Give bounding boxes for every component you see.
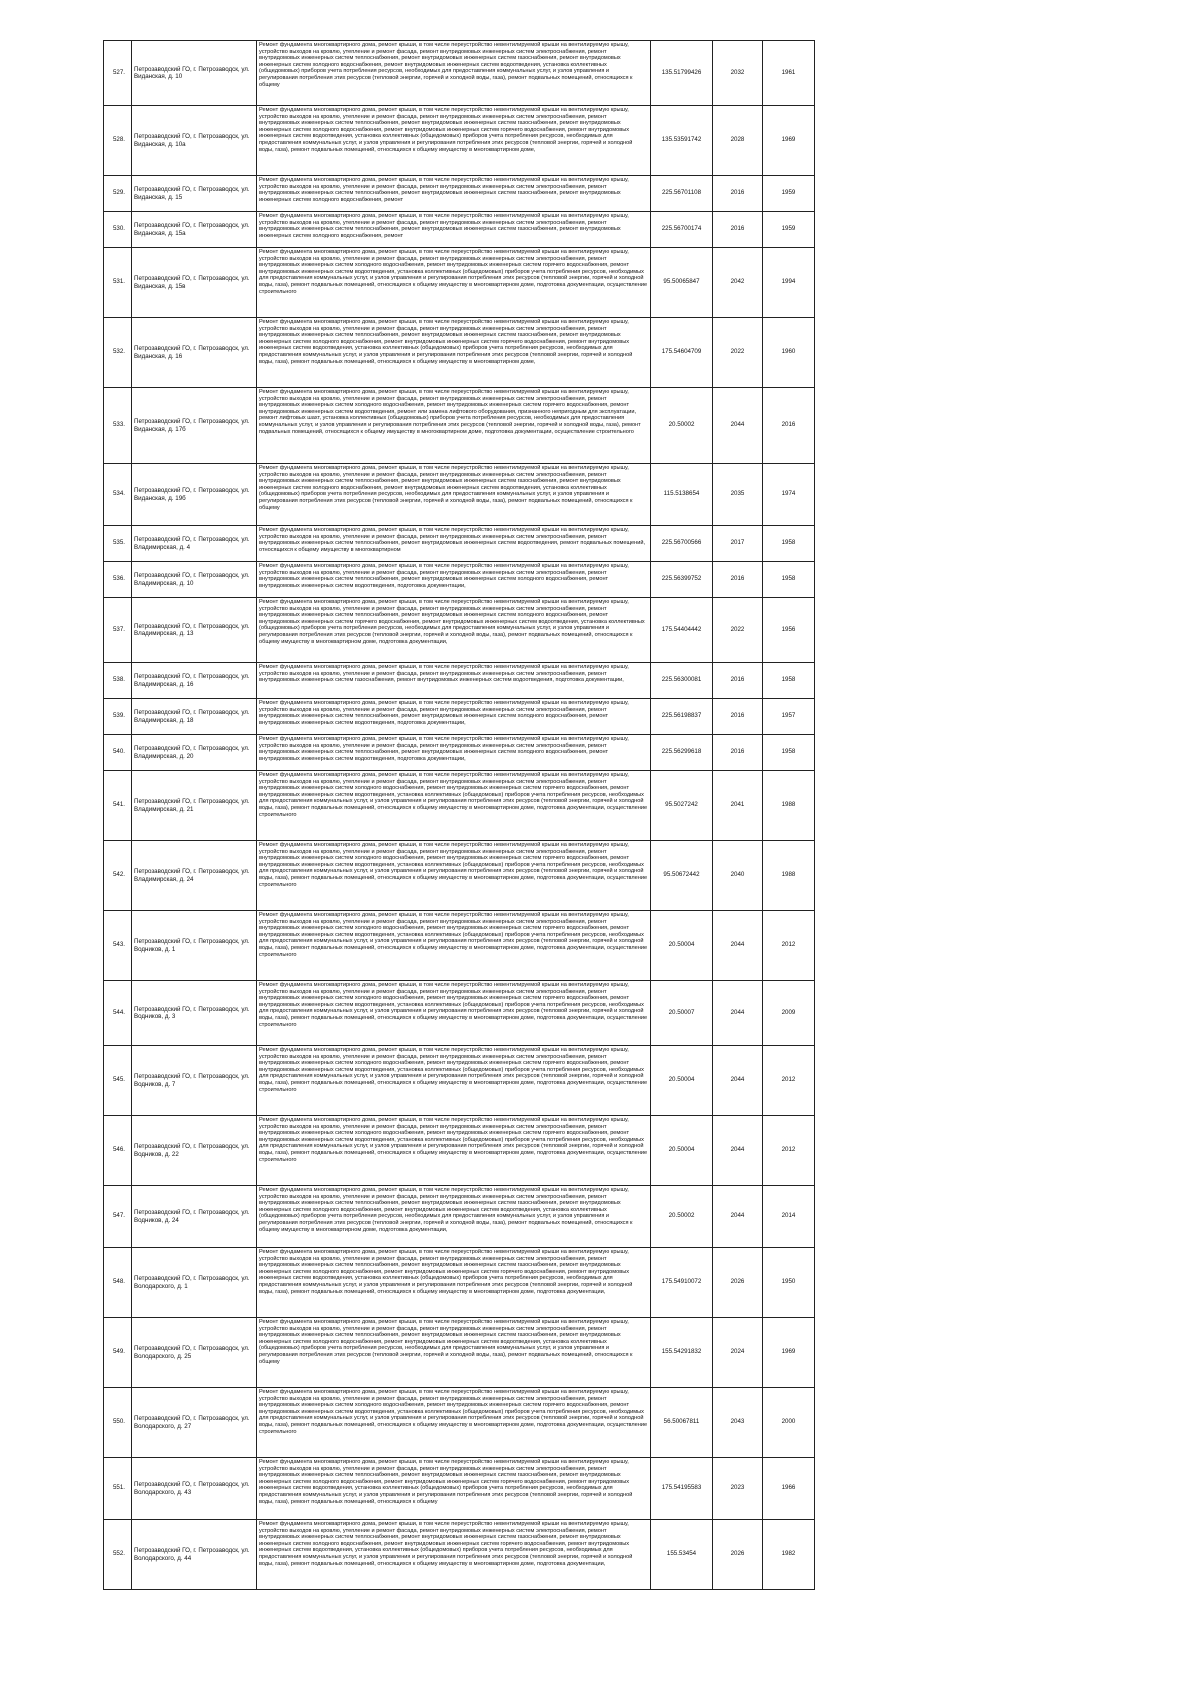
table-row — [104, 1046, 815, 1116]
row-number: 548. — [104, 1248, 132, 1318]
works-text: Ремонт фундамента многоквартирного дома, ремонт крыши, в том числе переустройство невентилируемой крыши на вентилируемую крышу, устройство выходов на кровлю, утепление и ремонт фасада, ремонт внутридомовых инженерных систем электроснабжения, ремонт внутридомовых инженерных систем теплоснабжения, ремонт внутридомовых инженерных систем газоснабжения, ремонт внутридомовых инженерных систем холодного водоснабжения, ремонт внутридомовых инженерных систем водоотведения, установка коллективных (общедомовых) приборов учета потребления ресурсов, необходимых для предоставления коммунальных услуг, и узлов управления и регулирования потребления этих ресурсов (тепловой энергии, горячей и холодной воды, газа), ремонт подвальных помещений, относящихся к общему — [259, 465, 633, 511]
works-text: Ремонт фундамента многоквартирного дома, ремонт крыши, в том числе переустройство невентилируемой крыши на вентилируемую крышу, устройство выходов на кровлю, утепление и ремонт фасада, ремонт внутридомовых инженерных систем электроснабжения, ремонт внутридомовых инженерных систем холодного водоснабжения, ремонт внутридомовых инженерных систем горячего водоснабжения, ремонт внутридомовых инженерных систем водоотведения, установка коллективных (общедомовых) приборов учета потребления ресурсов, необходимых для предоставления коммунальных услуг, и узлов управления и регулирования потребления этих ресурсов (тепловой энергии, горячей и холодной воды, газа), ремонт подвальных помещений, относящихся к общему имуществу в многоквартирном доме, подготовка документации, осуществление строительного — [259, 912, 648, 958]
table-row — [104, 106, 815, 176]
cost-cell: 95.50065847 — [651, 248, 713, 318]
built-year-cell: 1969 — [763, 106, 815, 176]
address-cell: Петрозаводский ГО, г. Петрозаводск, ул. Виданская, д. 10 — [132, 41, 257, 106]
built-year-cell: 2012 — [763, 1116, 815, 1186]
address-cell: Петрозаводский ГО, г. Петрозаводск, ул. Владимирская, д. 16 — [132, 663, 257, 699]
table-row — [104, 1116, 815, 1186]
address-cell: Петрозаводский ГО, г. Петрозаводск, ул. Водников, д. 7 — [132, 1046, 257, 1116]
cost-cell: 225.56700566 — [651, 526, 713, 562]
address-cell: Петрозаводский ГО, г. Петрозаводск, ул. Виданская, д. 16 — [132, 318, 257, 388]
cost-cell: 20.50004 — [651, 1116, 713, 1186]
address-cell: Петрозаводский ГО, г. Петрозаводск, ул. Владимирская, д. 20 — [132, 735, 257, 771]
address-cell: Петрозаводский ГО, г. Петрозаводск, ул. Володарского, д. 25 — [132, 1318, 257, 1388]
works-cell — [257, 1318, 651, 1388]
cost-cell: 225.56300081 — [651, 663, 713, 699]
address-cell: Петрозаводский ГО, г. Петрозаводск, ул. Водников, д. 22 — [132, 1116, 257, 1186]
works-text: Ремонт фундамента многоквартирного дома, ремонт крыши, в том числе переустройство невентилируемой крыши на вентилируемую крышу, устройство выходов на кровлю, утепление и ремонт фасада, ремонт внутридомовых инженерных систем электроснабжения, ремонт внутридомовых инженерных систем теплоснабжения, ремонт внутридомовых инженерных систем водоотведения, ремонт подвальных помещений, относящихся к общему имуществу в многоквартирном — [259, 527, 646, 553]
address-cell: Петрозаводский ГО, г. Петрозаводск, ул. Володарского, д. 44 — [132, 1520, 257, 1590]
row-number: 530. — [104, 212, 132, 248]
cost-cell: 20.50002 — [651, 1186, 713, 1248]
plan-year-cell: 2043 — [713, 1388, 763, 1458]
table-row — [104, 981, 815, 1046]
plan-year-cell: 2016 — [713, 176, 763, 212]
works-text: Ремонт фундамента многоквартирного дома, ремонт крыши, в том числе переустройство невентилируемой крыши на вентилируемую крышу, устройство выходов на кровлю, утепление и ремонт фасада, ремонт внутридомовых инженерных систем электроснабжения, ремонт внутридомовых инженерных систем теплоснабжения, ремонт внутридомовых инженерных систем холодного водоснабжения, ремонт внутридомовых инженерных систем горячего водоснабжения, ремонт внутридомовых инженерных систем водоотведения, установка коллективных (общедомовых) приборов учета потребления ресурсов, необходимых для предоставления коммунальных услуг, и узлов управления и регулирования потребления этих ресурсов (тепловой энергии, горячей и холодной воды, газа), ремонт подвальных помещений, относящихся к общему имуществу в многоквартирном доме, подготовка документации, — [259, 599, 645, 645]
plan-year-cell: 2024 — [713, 1318, 763, 1388]
table-body — [104, 41, 815, 1590]
cost-cell: 225.56701108 — [651, 176, 713, 212]
works-text: Ремонт фундамента многоквартирного дома, ремонт крыши, в том числе переустройство невентилируемой крыши на вентилируемую крышу, устройство выходов на кровлю, утепление и ремонт фасада, ремонт внутридомовых инженерных систем электроснабжения, ремонт внутридомовых инженерных систем холодного водоснабжения, ремонт внутридомовых инженерных систем горячего водоснабжения, ремонт внутридомовых инженерных систем водоотведения, ремонт или замена лифтового оборудования, признанного непригодным для эксплуатации, ремонт лифтовых шахт, установка коллективных (общедомовых) приборов учета потребления ресурсов, необходимых для предоставления коммунальных услуг, и узлов управления и регулирования потребления этих ресурсов (тепловой энергии, горячей и холодной воды, газа), ремонт подвальных помещений, относящихся к общему имуществу в многоквартирном доме, подготовка документации, осуществление строительного — [259, 389, 641, 435]
built-year-cell: 1988 — [763, 771, 815, 841]
built-year-cell: 1988 — [763, 841, 815, 911]
built-year-cell: 1966 — [763, 1458, 815, 1520]
address-cell: Петрозаводский ГО, г. Петрозаводск, ул. Владимирская, д. 18 — [132, 699, 257, 735]
table-row — [104, 699, 815, 735]
row-number: 532. — [104, 318, 132, 388]
works-cell — [257, 318, 651, 388]
plan-year-cell: 2032 — [713, 41, 763, 106]
works-cell — [257, 562, 651, 598]
works-text: Ремонт фундамента многоквартирного дома, ремонт крыши, в том числе переустройство невентилируемой крыши на вентилируемую крышу, устройство выходов на кровлю, утепление и ремонт фасада, ремонт внутридомовых инженерных систем электроснабжения, ремонт внутридомовых инженерных систем теплоснабжения, ремонт внутридомовых инженерных систем газоснабжения, ремонт внутридомовых инженерных систем холодного водоснабжения, ремонт внутридомовых инженерных систем водоотведения, установка коллективных (общедомовых) приборов учета потребления ресурсов, необходимых для предоставления коммунальных услуг, и узлов управления и регулирования потребления этих ресурсов (тепловой энергии, горячей и холодной воды, газа), ремонт подвальных помещений, относящихся к общему — [259, 42, 633, 88]
row-number: 529. — [104, 176, 132, 212]
cost-cell: 135.51799426 — [651, 41, 713, 106]
built-year-cell: 1958 — [763, 562, 815, 598]
cost-cell: 225.56700174 — [651, 212, 713, 248]
address-cell: Петрозаводский ГО, г. Петрозаводск, ул. Виданская, д. 15в — [132, 248, 257, 318]
works-cell — [257, 1248, 651, 1318]
table-row — [104, 464, 815, 526]
built-year-cell: 1974 — [763, 464, 815, 526]
capital-repair-table — [103, 40, 815, 1590]
address-cell: Петрозаводский ГО, г. Петрозаводск, ул. Владимирская, д. 13 — [132, 598, 257, 663]
row-number: 541. — [104, 771, 132, 841]
built-year-cell: 1957 — [763, 699, 815, 735]
row-number: 550. — [104, 1388, 132, 1458]
works-text: Ремонт фундамента многоквартирного дома, ремонт крыши, в том числе переустройство невентилируемой крыши на вентилируемую крышу, устройство выходов на кровлю, утепление и ремонт фасада, ремонт внутридомовых инженерных систем электроснабжения, ремонт внутридомовых инженерных систем теплоснабжения, ремонт внутридомовых инженерных систем газоснабжения, ремонт внутридомовых инженерных систем холодного водоснабжения, ремонт внутридомовых инженерных систем горячего водоснабжения, ремонт внутридомовых инженерных систем водоотведения, установка коллективных (общедомовых) приборов учета потребления ресурсов, необходимых для предоставления коммунальных услуг, и узлов управления и регулирования потребления этих ресурсов (тепловой энергии, горячей и холодной воды, газа), ремонт подвальных помещений, относящихся к общему имуществу в многоквартирном доме, — [259, 107, 633, 153]
row-number: 533. — [104, 388, 132, 464]
plan-year-cell: 2016 — [713, 699, 763, 735]
plan-year-cell: 2016 — [713, 212, 763, 248]
plan-year-cell: 2028 — [713, 106, 763, 176]
built-year-cell: 2012 — [763, 911, 815, 981]
table-row — [104, 598, 815, 663]
works-cell — [257, 735, 651, 771]
row-number: 534. — [104, 464, 132, 526]
table-row — [104, 1318, 815, 1388]
address-cell: Петрозаводский ГО, г. Петрозаводск, ул. Виданская, д. 17б — [132, 388, 257, 464]
cost-cell: 225.56399752 — [651, 562, 713, 598]
row-number: 549. — [104, 1318, 132, 1388]
plan-year-cell: 2044 — [713, 388, 763, 464]
table-row — [104, 1520, 815, 1590]
table-row — [104, 176, 815, 212]
table-row — [104, 841, 815, 911]
plan-year-cell: 2026 — [713, 1520, 763, 1590]
cost-cell: 155.53454 — [651, 1520, 713, 1590]
plan-year-cell: 2016 — [713, 562, 763, 598]
works-text: Ремонт фундамента многоквартирного дома, ремонт крыши, в том числе переустройство невентилируемой крыши на вентилируемую крышу, устройство выходов на кровлю, утепление и ремонт фасада, ремонт внутридомовых инженерных систем электроснабжения, ремонт внутридомовых инженерных систем холодного водоснабжения, ремонт внутридомовых инженерных систем горячего водоснабжения, ремонт внутридомовых инженерных систем водоотведения, установка коллективных (общедомовых) приборов учета потребления ресурсов, необходимых для предоставления коммунальных услуг, и узлов управления и регулирования потребления этих ресурсов (тепловой энергии, горячей и холодной воды, газа), ремонт подвальных помещений, относящихся к общему имуществу в многоквартирном доме, подготовка документации, осуществление строительного — [259, 1047, 648, 1093]
row-number: 536. — [104, 562, 132, 598]
address-cell: Петрозаводский ГО, г. Петрозаводск, ул. Владимирская, д. 24 — [132, 841, 257, 911]
built-year-cell: 1958 — [763, 735, 815, 771]
plan-year-cell: 2016 — [713, 735, 763, 771]
plan-year-cell: 2035 — [713, 464, 763, 526]
address-cell: Петрозаводский ГО, г. Петрозаводск, ул. Володарского, д. 43 — [132, 1458, 257, 1520]
works-text: Ремонт фундамента многоквартирного дома, ремонт крыши, в том числе переустройство невентилируемой крыши на вентилируемую крышу, устройство выходов на кровлю, утепление и ремонт фасада, ремонт внутридомовых инженерных систем электроснабжения, ремонт внутридомовых инженерных систем холодного водоснабжения, ремонт внутридомовых инженерных систем горячего водоснабжения, ремонт внутридомовых инженерных систем водоотведения, установка коллективных (общедомовых) приборов учета потребления ресурсов, необходимых для предоставления коммунальных услуг, и узлов управления и регулирования потребления этих ресурсов (тепловой энергии, горячей и холодной воды, газа), ремонт подвальных помещений, относящихся к общему имуществу в многоквартирном доме, подготовка документации, осуществление строительного — [259, 772, 648, 818]
cost-cell: 155.54291832 — [651, 1318, 713, 1388]
table-row — [104, 771, 815, 841]
works-text: Ремонт фундамента многоквартирного дома, ремонт крыши, в том числе переустройство невентилируемой крыши на вентилируемую крышу, устройство выходов на кровлю, утепление и ремонт фасада, ремонт внутридомовых инженерных систем электроснабжения, ремонт внутридомовых инженерных систем теплоснабжения, ремонт внутридомовых инженерных систем газоснабжения, ремонт внутридомовых инженерных систем холодного водоснабжения, ремонт внутридомовых инженерных систем горячего водоснабжения, ремонт внутридомовых инженерных систем водоотведения, установка коллективных (общедомовых) приборов учета потребления ресурсов, необходимых для предоставления коммунальных услуг, и узлов управления и регулирования потребления этих ресурсов (тепловой энергии, горячей и холодной воды, газа), ремонт подвальных помещений, относящихся к общему имуществу в многоквартирном доме, подготовка документации, — [259, 1249, 633, 1295]
table-row — [104, 663, 815, 699]
address-cell: Петрозаводский ГО, г. Петрозаводск, ул. Водников, д. 3 — [132, 981, 257, 1046]
address-cell: Петрозаводский ГО, г. Петрозаводск, ул. Виданская, д. 10а — [132, 106, 257, 176]
cost-cell: 175.54195583 — [651, 1458, 713, 1520]
table-row — [104, 212, 815, 248]
cost-cell: 135.53591742 — [651, 106, 713, 176]
cost-cell: 115.5138654 — [651, 464, 713, 526]
works-text: Ремонт фундамента многоквартирного дома, ремонт крыши, в том числе переустройство невентилируемой крыши на вентилируемую крышу, устройство выходов на кровлю, утепление и ремонт фасада, ремонт внутридомовых инженерных систем электроснабжения, ремонт внутридомовых инженерных систем теплоснабжения, ремонт внутридомовых инженерных систем газоснабжения, ремонт внутридомовых инженерных систем холодного водоснабжения, ремонт внутридомовых инженерных систем водоотведения, установка коллективных (общедомовых) приборов учета потребления ресурсов, необходимых для предоставления коммунальных услуг, и узлов управления и регулирования потребления этих ресурсов (тепловой энергии, горячей и холодной воды, газа), ремонт подвальных помещений, относящихся к общему имуществу в многоквартирном доме, подготовка документации, — [259, 1187, 633, 1233]
built-year-cell: 2012 — [763, 1046, 815, 1116]
cost-cell: 225.56299618 — [651, 735, 713, 771]
table-row — [104, 318, 815, 388]
table-row — [104, 1186, 815, 1248]
works-cell — [257, 248, 651, 318]
works-cell — [257, 841, 651, 911]
cost-cell: 175.54910072 — [651, 1248, 713, 1318]
cost-cell: 56.50067811 — [651, 1388, 713, 1458]
plan-year-cell: 2044 — [713, 1046, 763, 1116]
works-text: Ремонт фундамента многоквартирного дома, ремонт крыши, в том числе переустройство невентилируемой крыши на вентилируемую крышу, устройство выходов на кровлю, утепление и ремонт фасада, ремонт внутридомовых инженерных систем электроснабжения, ремонт внутридомовых инженерных систем теплоснабжения, ремонт внутридомовых инженерных систем газоснабжения, ремонт внутридомовых инженерных систем холодного водоснабжения, ремонт внутридомовых инженерных систем горячего водоснабжения, ремонт внутридомовых инженерных систем водоотведения, установка коллективных (общедомовых) приборов учета потребления ресурсов, необходимых для предоставления коммунальных услуг, и узлов управления и регулирования потребления этих ресурсов (тепловой энергии, горячей и холодной воды, газа), ремонт подвальных помещений, относящихся к общему имуществу в многоквартирном доме, — [259, 319, 633, 365]
built-year-cell: 1960 — [763, 318, 815, 388]
built-year-cell: 2016 — [763, 388, 815, 464]
table-row — [104, 526, 815, 562]
row-number: 535. — [104, 526, 132, 562]
works-cell — [257, 598, 651, 663]
built-year-cell: 1959 — [763, 176, 815, 212]
works-text: Ремонт фундамента многоквартирного дома, ремонт крыши, в том числе переустройство невентилируемой крыши на вентилируемую крышу, устройство выходов на кровлю, утепление и ремонт фасада, ремонт внутридомовых инженерных систем электроснабжения, ремонт внутридомовых инженерных систем теплоснабжения, ремонт внутридомовых инженерных систем газоснабжения, ремонт внутридомовых инженерных систем холодного водоснабжения, ремонт — [259, 177, 629, 203]
row-number: 552. — [104, 1520, 132, 1590]
works-cell — [257, 106, 651, 176]
plan-year-cell: 2016 — [713, 663, 763, 699]
works-cell — [257, 699, 651, 735]
works-cell — [257, 176, 651, 212]
works-cell — [257, 526, 651, 562]
plan-year-cell: 2042 — [713, 248, 763, 318]
cost-cell: 175.54604709 — [651, 318, 713, 388]
row-number: 546. — [104, 1116, 132, 1186]
cost-cell: 20.50007 — [651, 981, 713, 1046]
row-number: 542. — [104, 841, 132, 911]
cost-cell: 225.56198837 — [651, 699, 713, 735]
works-cell — [257, 41, 651, 106]
plan-year-cell: 2022 — [713, 318, 763, 388]
table-row — [104, 248, 815, 318]
works-text: Ремонт фундамента многоквартирного дома, ремонт крыши, в том числе переустройство невентилируемой крыши на вентилируемую крышу, устройство выходов на кровлю, утепление и ремонт фасада, ремонт внутридомовых инженерных систем электроснабжения, ремонт внутридомовых инженерных систем теплоснабжения, ремонт внутридомовых инженерных систем газоснабжения, ремонт внутридомовых инженерных систем холодного водоснабжения, ремонт внутридомовых инженерных систем водоотведения, установка коллективных (общедомовых) приборов учета потребления ресурсов, необходимых для предоставления коммунальных услуг, и узлов управления и регулирования потребления этих ресурсов (тепловой энергии, горячей и холодной воды, газа), ремонт подвальных помещений, относящихся к общему — [259, 1319, 633, 1365]
address-cell: Петрозаводский ГО, г. Петрозаводск, ул. Виданская, д. 15а — [132, 212, 257, 248]
works-text: Ремонт фундамента многоквартирного дома, ремонт крыши, в том числе переустройство невентилируемой крыши на вентилируемую крышу, устройство выходов на кровлю, утепление и ремонт фасада, ремонт внутридомовых инженерных систем электроснабжения, ремонт внутридомовых инженерных систем теплоснабжения, ремонт внутридомовых инженерных систем холодного водоснабжения, ремонт внутридомовых инженерных систем водоотведения, подготовка документации, — [259, 736, 629, 762]
address-cell: Петрозаводский ГО, г. Петрозаводск, ул. Виданская, д. 19б — [132, 464, 257, 526]
works-text: Ремонт фундамента многоквартирного дома, ремонт крыши, в том числе переустройство невентилируемой крыши на вентилируемую крышу, устройство выходов на кровлю, утепление и ремонт фасада, ремонт внутридомовых инженерных систем электроснабжения, ремонт внутридомовых инженерных систем холодного водоснабжения, ремонт внутридомовых инженерных систем горячего водоснабжения, ремонт внутридомовых инженерных систем водоотведения, установка коллективных (общедомовых) приборов учета потребления ресурсов, необходимых для предоставления коммунальных услуг, и узлов управления и регулирования потребления этих ресурсов (тепловой энергии, горячей и холодной воды, газа), ремонт подвальных помещений, относящихся к общему имуществу в многоквартирном доме, подготовка документации, осуществление строительного — [259, 1389, 648, 1435]
built-year-cell: 1958 — [763, 663, 815, 699]
works-text: Ремонт фундамента многоквартирного дома, ремонт крыши, в том числе переустройство невентилируемой крыши на вентилируемую крышу, устройство выходов на кровлю, утепление и ремонт фасада, ремонт внутридомовых инженерных систем электроснабжения, ремонт внутридомовых инженерных систем холодного водоснабжения, ремонт внутридомовых инженерных систем горячего водоснабжения, ремонт внутридомовых инженерных систем водоотведения, установка коллективных (общедомовых) приборов учета потребления ресурсов, необходимых для предоставления коммунальных услуг, и узлов управления и регулирования потребления этих ресурсов (тепловой энергии, горячей и холодной воды, газа), ремонт подвальных помещений, относящихся к общему имуществу в многоквартирном доме, подготовка документации, осуществление строительного — [259, 1117, 648, 1163]
works-text: Ремонт фундамента многоквартирного дома, ремонт крыши, в том числе переустройство невентилируемой крыши на вентилируемую крышу, устройство выходов на кровлю, утепление и ремонт фасада, ремонт внутридомовых инженерных систем электроснабжения, ремонт внутридомовых инженерных систем холодного водоснабжения, ремонт внутридомовых инженерных систем горячего водоснабжения, ремонт внутридомовых инженерных систем водоотведения, установка коллективных (общедомовых) приборов учета потребления ресурсов, необходимых для предоставления коммунальных услуг, и узлов управления и регулирования потребления этих ресурсов (тепловой энергии, горячей и холодной воды, газа), ремонт подвальных помещений, относящихся к общему имуществу в многоквартирном доме, подготовка документации, осуществление строительного — [259, 842, 648, 888]
table-row — [104, 1388, 815, 1458]
plan-year-cell: 2023 — [713, 1458, 763, 1520]
address-cell: Петрозаводский ГО, г. Петрозаводск, ул. Владимирская, д. 10 — [132, 562, 257, 598]
plan-year-cell: 2044 — [713, 911, 763, 981]
row-number: 527. — [104, 41, 132, 106]
address-cell: Петрозаводский ГО, г. Петрозаводск, ул. Виданская, д. 15 — [132, 176, 257, 212]
cost-cell: 95.50672442 — [651, 841, 713, 911]
works-cell — [257, 1046, 651, 1116]
works-text: Ремонт фундамента многоквартирного дома, ремонт крыши, в том числе переустройство невентилируемой крыши на вентилируемую крышу, устройство выходов на кровлю, утепление и ремонт фасада, ремонт внутридомовых инженерных систем электроснабжения, ремонт внутридомовых инженерных систем холодного водоснабжения, ремонт внутридомовых инженерных систем горячего водоснабжения, ремонт внутридомовых инженерных систем водоотведения, установка коллективных (общедомовых) приборов учета потребления ресурсов, необходимых для предоставления коммунальных услуг, и узлов управления и регулирования потребления этих ресурсов (тепловой энергии, горячей и холодной воды, газа), ремонт подвальных помещений, относящихся к общему имуществу в многоквартирном доме, подготовка документации, осуществление строительного — [259, 249, 648, 295]
address-cell: Петрозаводский ГО, г. Петрозаводск, ул. Водников, д. 24 — [132, 1186, 257, 1248]
address-cell: Петрозаводский ГО, г. Петрозаводск, ул. Володарского, д. 27 — [132, 1388, 257, 1458]
works-cell — [257, 911, 651, 981]
works-text: Ремонт фундамента многоквартирного дома, ремонт крыши, в том числе переустройство невентилируемой крыши на вентилируемую крышу, устройство выходов на кровлю, утепление и ремонт фасада, ремонт внутридомовых инженерных систем электроснабжения, ремонт внутридомовых инженерных систем теплоснабжения, ремонт внутридомовых инженерных систем газоснабжения, ремонт внутридомовых инженерных систем холодного водоснабжения, ремонт внутридомовых инженерных систем горячего водоснабжения, ремонт внутридомовых инженерных систем водоотведения, установка коллективных (общедомовых) приборов учета потребления ресурсов, необходимых для предоставления коммунальных услуг, и узлов управления и регулирования потребления этих ресурсов (тепловой энергии, горячей и холодной воды, газа), ремонт подвальных помещений, относящихся к общему — [259, 1459, 633, 1505]
works-cell — [257, 663, 651, 699]
built-year-cell: 1959 — [763, 212, 815, 248]
works-cell — [257, 388, 651, 464]
plan-year-cell: 2044 — [713, 1116, 763, 1186]
works-cell — [257, 1186, 651, 1248]
works-text: Ремонт фундамента многоквартирного дома, ремонт крыши, в том числе переустройство невентилируемой крыши на вентилируемую крышу, устройство выходов на кровлю, утепление и ремонт фасада, ремонт внутридомовых инженерных систем электроснабжения, ремонт внутридомовых инженерных систем теплоснабжения, ремонт внутридомовых инженерных систем газоснабжения, ремонт внутридомовых инженерных систем холодного водоснабжения, ремонт — [259, 213, 629, 239]
works-text: Ремонт фундамента многоквартирного дома, ремонт крыши, в том числе переустройство невентилируемой крыши на вентилируемую крышу, устройство выходов на кровлю, утепление и ремонт фасада, ремонт внутридомовых инженерных систем электроснабжения, ремонт внутридомовых инженерных систем холодного водоснабжения, ремонт внутридомовых инженерных систем горячего водоснабжения, ремонт внутридомовых инженерных систем водоотведения, установка коллективных (общедомовых) приборов учета потребления ресурсов, необходимых для предоставления коммунальных услуг, и узлов управления и регулирования потребления этих ресурсов (тепловой энергии, горячей и холодной воды, газа), ремонт подвальных помещений, относящихся к общему имуществу в многоквартирном доме, подготовка документации, осуществление строительного — [259, 982, 648, 1028]
works-cell — [257, 212, 651, 248]
table-row — [104, 388, 815, 464]
table-row — [104, 41, 815, 106]
row-number: 545. — [104, 1046, 132, 1116]
works-text: Ремонт фундамента многоквартирного дома, ремонт крыши, в том числе переустройство невентилируемой крыши на вентилируемую крышу, устройство выходов на кровлю, утепление и ремонт фасада, ремонт внутридомовых инженерных систем электроснабжения, ремонт внутридомовых инженерных систем теплоснабжения, ремонт внутридомовых инженерных систем газоснабжения, ремонт внутридомовых инженерных систем холодного водоснабжения, ремонт внутридомовых инженерных систем горячего водоснабжения, ремонт внутридомовых инженерных систем водоотведения, установка коллективных (общедомовых) приборов учета потребления ресурсов, необходимых для предоставления коммунальных услуг, и узлов управления и регулирования потребления этих ресурсов (тепловой энергии, горячей и холодной воды, газа), ремонт подвальных помещений, относящихся к общему имуществу в многоквартирном доме, подготовка документации, — [259, 1521, 633, 1567]
works-cell — [257, 981, 651, 1046]
table-row — [104, 562, 815, 598]
built-year-cell: 2014 — [763, 1186, 815, 1248]
cost-cell: 20.50004 — [651, 1046, 713, 1116]
cost-cell: 20.50002 — [651, 388, 713, 464]
row-number: 551. — [104, 1458, 132, 1520]
table-row — [104, 911, 815, 981]
works-cell — [257, 1116, 651, 1186]
works-text: Ремонт фундамента многоквартирного дома, ремонт крыши, в том числе переустройство невентилируемой крыши на вентилируемую крышу, устройство выходов на кровлю, утепление и ремонт фасада, ремонт внутридомовых инженерных систем электроснабжения, ремонт внутридомовых инженерных систем теплоснабжения, ремонт внутридомовых инженерных систем холодного водоснабжения, ремонт внутридомовых инженерных систем водоотведения, подготовка документации, — [259, 700, 629, 726]
works-text: Ремонт фундамента многоквартирного дома, ремонт крыши, в том числе переустройство невентилируемой крыши на вентилируемую крышу, устройство выходов на кровлю, утепление и ремонт фасада, ремонт внутридомовых инженерных систем электроснабжения, ремонт внутридомовых инженерных систем газоснабжения, ремонт внутридомовых инженерных систем водоотведения, подготовка документации, — [259, 664, 629, 684]
works-cell — [257, 771, 651, 841]
row-number: 528. — [104, 106, 132, 176]
table-row — [104, 1458, 815, 1520]
works-cell — [257, 464, 651, 526]
built-year-cell: 1969 — [763, 1318, 815, 1388]
cost-cell: 175.54404442 — [651, 598, 713, 663]
cost-cell: 20.50004 — [651, 911, 713, 981]
row-number: 531. — [104, 248, 132, 318]
built-year-cell: 1994 — [763, 248, 815, 318]
row-number: 537. — [104, 598, 132, 663]
built-year-cell: 1956 — [763, 598, 815, 663]
built-year-cell: 2009 — [763, 981, 815, 1046]
row-number: 540. — [104, 735, 132, 771]
built-year-cell: 1961 — [763, 41, 815, 106]
row-number: 547. — [104, 1186, 132, 1248]
row-number: 538. — [104, 663, 132, 699]
built-year-cell: 2000 — [763, 1388, 815, 1458]
row-number: 543. — [104, 911, 132, 981]
plan-year-cell: 2017 — [713, 526, 763, 562]
works-cell — [257, 1520, 651, 1590]
built-year-cell: 1950 — [763, 1248, 815, 1318]
row-number: 539. — [104, 699, 132, 735]
cost-cell: 95.5027242 — [651, 771, 713, 841]
plan-year-cell: 2040 — [713, 841, 763, 911]
works-cell — [257, 1388, 651, 1458]
table-row — [104, 735, 815, 771]
plan-year-cell: 2041 — [713, 771, 763, 841]
address-cell: Петрозаводский ГО, г. Петрозаводск, ул. Владимирская, д. 4 — [132, 526, 257, 562]
works-cell — [257, 1458, 651, 1520]
plan-year-cell: 2026 — [713, 1248, 763, 1318]
built-year-cell: 1982 — [763, 1520, 815, 1590]
plan-year-cell: 2044 — [713, 1186, 763, 1248]
works-text: Ремонт фундамента многоквартирного дома, ремонт крыши, в том числе переустройство невентилируемой крыши на вентилируемую крышу, устройство выходов на кровлю, утепление и ремонт фасада, ремонт внутридомовых инженерных систем электроснабжения, ремонт внутридомовых инженерных систем теплоснабжения, ремонт внутридомовых инженерных систем холодного водоснабжения, ремонт внутридомовых инженерных систем водоотведения, подготовка документации, — [259, 563, 629, 589]
built-year-cell: 1958 — [763, 526, 815, 562]
address-cell: Петрозаводский ГО, г. Петрозаводск, ул. Владимирская, д. 21 — [132, 771, 257, 841]
plan-year-cell: 2044 — [713, 981, 763, 1046]
plan-year-cell: 2022 — [713, 598, 763, 663]
address-cell: Петрозаводский ГО, г. Петрозаводск, ул. Володарского, д. 1 — [132, 1248, 257, 1318]
row-number: 544. — [104, 981, 132, 1046]
address-cell: Петрозаводский ГО, г. Петрозаводск, ул. Водников, д. 1 — [132, 911, 257, 981]
table-row — [104, 1248, 815, 1318]
